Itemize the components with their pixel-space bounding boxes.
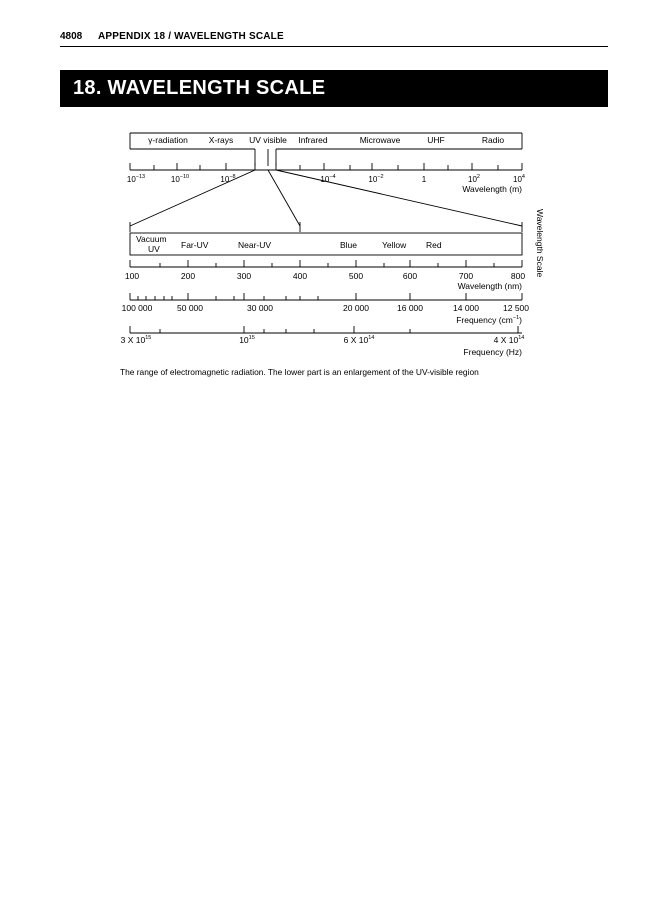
nm-tick-400: 400: [292, 271, 308, 281]
region-uhf: UHF: [427, 135, 445, 145]
region-vacuum-uv-line2: UV: [148, 244, 160, 254]
region-far-uv: Far-UV: [181, 240, 209, 250]
freq-tick-6e14: 6 X $10^{14}$: [343, 335, 375, 345]
section-banner: [60, 70, 608, 107]
region-infrared: Infrared: [298, 135, 328, 145]
wn-tick-16000: 16 000: [397, 303, 423, 313]
freq-tick-4e14: 4 X $10^{14}$: [493, 335, 525, 345]
nm-tick-700: 700: [458, 271, 474, 281]
region-vacuum-uv-line1: Vacuum: [136, 234, 167, 244]
nm-tick-300: 300: [236, 271, 252, 281]
nm-axis-label: Wavelength (nm): [457, 281, 522, 291]
region-radio: Radio: [481, 135, 505, 145]
uv-visible-bracket: [255, 149, 276, 166]
region-yellow: Yellow: [382, 240, 407, 250]
figure-caption: The range of electromagnetic radiation. The lower part is an enlargement of the UV-visible region: [120, 367, 479, 377]
top-tick-1e-10: $10^{-10}$: [170, 174, 190, 184]
wn-tick-30000: 30 000: [247, 303, 273, 313]
nm-tick-600: 600: [402, 271, 418, 281]
running-head: [60, 30, 608, 47]
section-title: 18. WAVELENGTH SCALE: [73, 77, 326, 99]
running-title: APPENDIX 18 / WAVELENGTH SCALE: [98, 31, 284, 42]
top-tick-1e-13: $10^{-13}$: [126, 174, 146, 184]
region-red: Red: [426, 240, 442, 250]
top-tick-1e4: $10^4$: [513, 174, 525, 184]
wavenumber-axis-label: Frequency $(cm^{-1})$: [456, 315, 522, 325]
wn-tick-20000: 20 000: [343, 303, 369, 313]
region-gamma: γ-radiation: [148, 135, 188, 145]
wn-tick-100000: 100 000: [121, 303, 153, 313]
nm-tick-800: 800: [510, 271, 526, 281]
wavenumber-axis: [130, 293, 522, 300]
top-wavelength-axis: [130, 163, 522, 170]
wn-tick-12500: 12 500: [503, 303, 529, 313]
frequency-axis-label: Frequency (Hz): [463, 347, 522, 357]
region-uv-visible: UV visible: [249, 135, 287, 145]
nm-tick-500: 500: [348, 271, 364, 281]
region-microwave: Microwave: [359, 135, 401, 145]
wn-tick-14000: 14 000: [453, 303, 479, 313]
region-blue: Blue: [340, 240, 358, 250]
top-tick-1: 1: [421, 175, 427, 184]
wn-tick-50000: 50 000: [177, 303, 203, 313]
page-number: 4808: [60, 31, 83, 42]
nm-tick-100: 100: [124, 271, 140, 281]
top-tick-1e2: $10^2$: [468, 174, 480, 184]
wavelength-scale-figure: [110, 128, 550, 360]
nm-axis: [130, 260, 522, 267]
top-tick-1e-8: $10^{-8}$: [220, 174, 236, 184]
region-xrays: X-rays: [208, 135, 234, 145]
nm-tick-200: 200: [180, 271, 196, 281]
frequency-axis: [130, 326, 522, 333]
top-axis-label: Wavelength (m): [462, 184, 522, 194]
side-label: Wavelength Scale: [535, 209, 545, 278]
top-tick-1e-2: $10^{-2}$: [368, 174, 384, 184]
freq-tick-1e15: $10^{15}$: [239, 335, 255, 345]
top-tick-1e-4: $10^{-4}$: [320, 174, 336, 184]
freq-tick-3e15: 3 X $10^{15}$: [120, 335, 152, 345]
region-near-uv: Near-UV: [238, 240, 272, 250]
